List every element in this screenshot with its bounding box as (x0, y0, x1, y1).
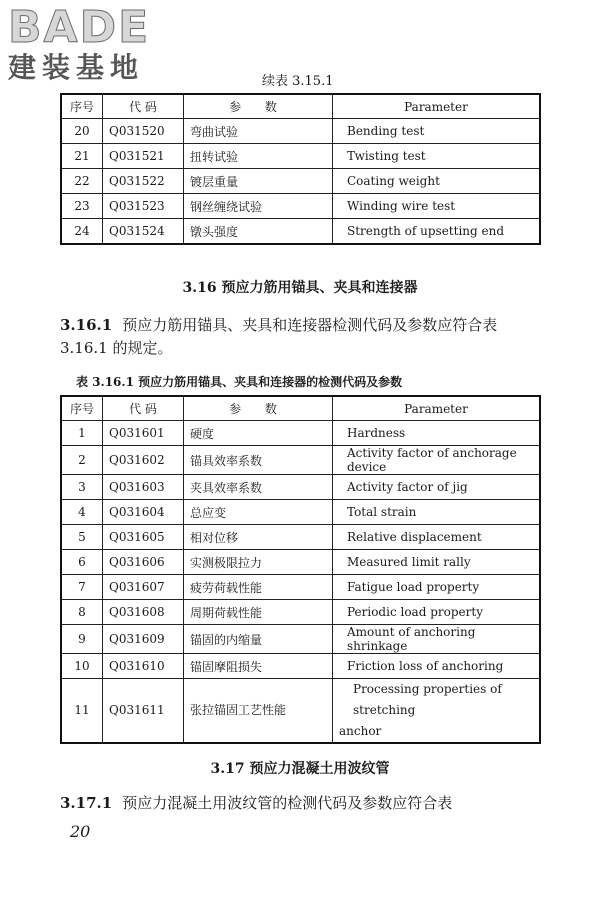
cell-en: Periodic load property (333, 600, 541, 625)
table-3-16-1 (60, 395, 541, 744)
table-row (61, 575, 540, 600)
cell-param: 相对位移 (184, 525, 333, 550)
cell-code: Q031524 (103, 219, 184, 245)
logo-word: BADE (8, 2, 151, 53)
cell-code: Q031602 (103, 446, 184, 475)
cell-code: Q031603 (103, 475, 184, 500)
cell-no: 2 (61, 446, 103, 475)
continued-table-caption: 续表 3.15.1 (262, 74, 334, 89)
cell-param: 总应变 (184, 500, 333, 525)
cell-code: Q031609 (103, 625, 184, 654)
cell-en: Amount of anchoring shrinkage (333, 625, 541, 654)
cell-en (333, 679, 541, 744)
table-row (61, 525, 540, 550)
cell-no: 9 (61, 625, 103, 654)
section-3-17-title: 3.17 预应力混凝土用波纹管 (210, 761, 390, 777)
cell-en: Twisting test (333, 144, 541, 169)
table-3-16-1-caption: 表 3.16.1 预应力筋用锚具、夹具和连接器的检测代码及参数 (76, 375, 403, 389)
cell-code: Q031601 (103, 421, 184, 446)
cell-no: 24 (61, 219, 103, 245)
header-no: 序号 (61, 94, 103, 119)
cell-en: Activity factor of anchorage device (333, 446, 541, 475)
paragraph-3-17-1 (60, 792, 545, 815)
cell-no: 3 (61, 475, 103, 500)
page-number: 20 (70, 822, 91, 841)
table-row (61, 144, 540, 169)
cell-en-line1: Processing properties of stretching (353, 682, 502, 717)
bade-logo (8, 4, 178, 84)
header-param: 参 数 (184, 94, 333, 119)
cell-no: 10 (61, 654, 103, 679)
cell-no: 6 (61, 550, 103, 575)
cell-no: 23 (61, 194, 103, 219)
header-code: 代 码 (103, 94, 184, 119)
cell-en: Activity factor of jig (333, 475, 541, 500)
table-row (61, 500, 540, 525)
cell-no: 5 (61, 525, 103, 550)
cell-en: Coating weight (333, 169, 541, 194)
cell-code: Q031520 (103, 119, 184, 144)
table-row (61, 475, 540, 500)
clause-number: 3.17.1 (60, 794, 113, 812)
cell-en: Bending test (333, 119, 541, 144)
cell-code: Q031605 (103, 525, 184, 550)
clause-number: 3.16.1 (60, 316, 113, 334)
cell-en-line2: anchor (339, 724, 382, 738)
table-row (61, 550, 540, 575)
cell-en: Strength of upsetting end (333, 219, 541, 245)
section-3-16-title: 3.16 预应力筋用锚具、夹具和连接器 (182, 280, 418, 296)
cell-no: 21 (61, 144, 103, 169)
cell-code: Q031611 (103, 679, 184, 744)
cell-no: 20 (61, 119, 103, 144)
cell-param: 硬度 (184, 421, 333, 446)
cell-param: 周期荷载性能 (184, 600, 333, 625)
cell-param: 镦头强度 (184, 219, 333, 245)
cell-param: 扭转试验 (184, 144, 333, 169)
cell-param: 张拉锚固工艺性能 (184, 679, 333, 744)
header-parameter: Parameter (333, 94, 541, 119)
cell-en: Hardness (333, 421, 541, 446)
cell-no: 11 (61, 679, 103, 744)
header-no: 序号 (61, 396, 103, 421)
cell-code: Q031604 (103, 500, 184, 525)
table-header-row (61, 94, 540, 119)
cell-en: Measured limit rally (333, 550, 541, 575)
cell-param: 弯曲试验 (184, 119, 333, 144)
cell-param: 夹具效率系数 (184, 475, 333, 500)
table-row (61, 654, 540, 679)
cell-no: 1 (61, 421, 103, 446)
table-row (61, 625, 540, 654)
cell-en: Fatigue load property (333, 575, 541, 600)
cell-code: Q031610 (103, 654, 184, 679)
cell-en: Relative displacement (333, 525, 541, 550)
logo-chinese-text: 建装基地 (8, 51, 145, 84)
table-3-15-1-continued (60, 93, 541, 245)
clause-text: 预应力混凝土用波纹管的检测代码及参数应符合表 (122, 794, 453, 812)
header-parameter: Parameter (333, 396, 541, 421)
cell-no: 7 (61, 575, 103, 600)
cell-param: 实测极限拉力 (184, 550, 333, 575)
cell-code: Q031607 (103, 575, 184, 600)
table-row (61, 446, 540, 475)
table-row (61, 119, 540, 144)
clause-text: 预应力筋用锚具、夹具和连接器检测代码及参数应符合表 3.16.1 的规定。 (60, 316, 498, 357)
cell-code: Q031608 (103, 600, 184, 625)
cell-code: Q031606 (103, 550, 184, 575)
cell-en: Winding wire test (333, 194, 541, 219)
paragraph-3-16-1 (60, 314, 545, 360)
cell-param: 镀层重量 (184, 169, 333, 194)
header-param: 参 数 (184, 396, 333, 421)
table-row (61, 169, 540, 194)
cell-param: 锚具效率系数 (184, 446, 333, 475)
cell-en: Friction loss of anchoring (333, 654, 541, 679)
table-header-row (61, 396, 540, 421)
cell-param: 钢丝缠绕试验 (184, 194, 333, 219)
table-row (61, 194, 540, 219)
cell-param: 锚固的内缩量 (184, 625, 333, 654)
cell-no: 4 (61, 500, 103, 525)
cell-param: 锚固摩阻损失 (184, 654, 333, 679)
cell-param: 疲劳荷载性能 (184, 575, 333, 600)
table-row (61, 421, 540, 446)
cell-no: 22 (61, 169, 103, 194)
cell-en: Total strain (333, 500, 541, 525)
cell-code: Q031521 (103, 144, 184, 169)
header-code: 代 码 (103, 396, 184, 421)
table-row (61, 219, 540, 245)
cell-code: Q031523 (103, 194, 184, 219)
table-row (61, 679, 540, 744)
cell-no: 8 (61, 600, 103, 625)
cell-code: Q031522 (103, 169, 184, 194)
table-row (61, 600, 540, 625)
